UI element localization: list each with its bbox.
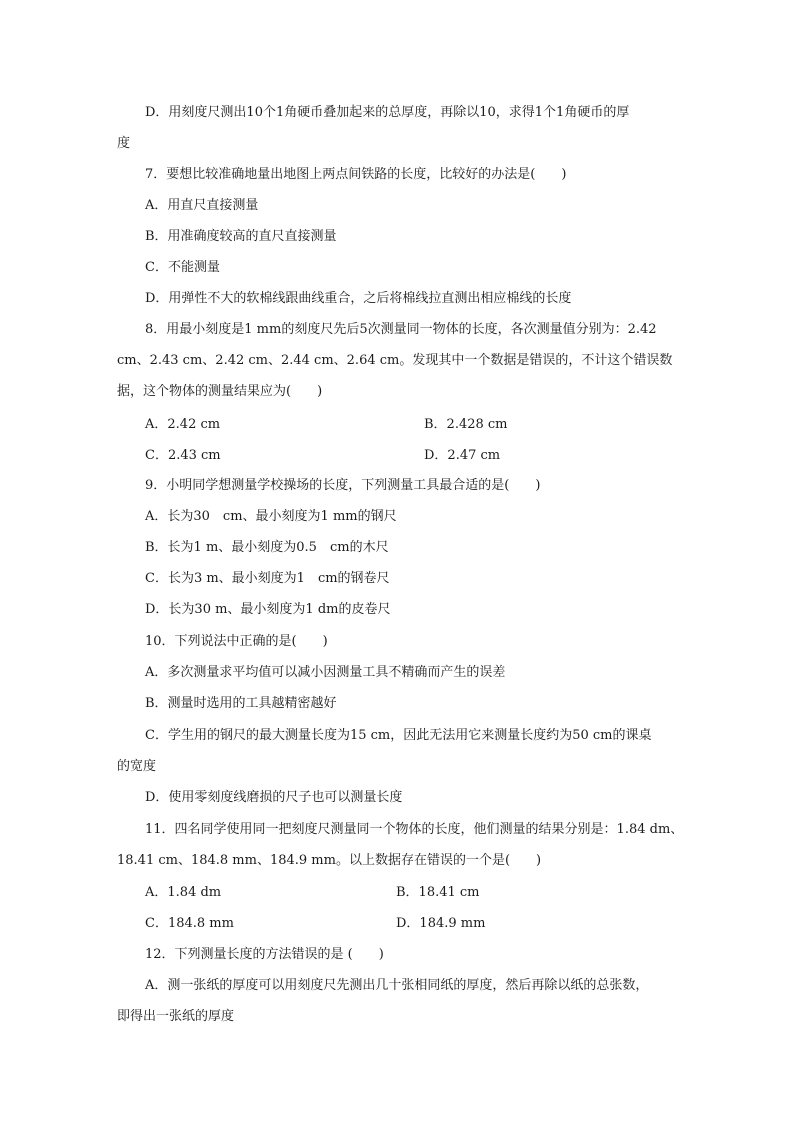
q11-option-a: A．1.84 dm — [145, 885, 222, 900]
q7-option-a: A．用直尺直接测量 — [145, 198, 259, 213]
question-8-line3: 据，这个物体的测量结果应为( ) — [117, 384, 323, 399]
q11-option-c: C．184.8 mm — [145, 916, 234, 931]
question-8-line1: 8．用最小刻度是1 mm的刻度尺先后5次测量同一物体的长度，各次测量值分别为：2.42 — [145, 322, 657, 337]
q11-option-b: B．18.41 cm — [396, 885, 480, 900]
q10-option-c-line1: C．学生用的钢尺的最大测量长度为15 cm，因此无法用它来测量长度约为50 cm的课桌 — [145, 728, 652, 743]
q10-option-a: A．多次测量求平均值可以减小因测量工具不精确而产生的误差 — [145, 665, 506, 680]
q11-option-d: D．184.9 mm — [396, 916, 486, 931]
question-7: 7．要想比较准确地量出地图上两点间铁路的长度，比较好的办法是( ) — [145, 167, 567, 182]
q7-option-d: D．用弹性不大的软棉线跟曲线重合，之后将棉线拉直测出相应棉线的长度 — [145, 291, 572, 306]
question-11-line1: 11．四名同学使用同一把刻度尺测量同一个物体的长度，他们测量的结果分别是：1.84 dm、 — [145, 822, 684, 837]
q9-option-b: B．长为1 m、最小刻度为0.5 cm的木尺 — [145, 540, 389, 555]
q8-option-b: B．2.428 cm — [424, 417, 508, 432]
q9-option-d: D．长为30 m、最小刻度为1 dm的皮卷尺 — [145, 602, 391, 617]
q7-option-c: C．不能测量 — [145, 260, 220, 275]
q9-option-c: C．长为3 m、最小刻度为1 cm的钢卷尺 — [145, 571, 390, 586]
question-11-line2: 18.41 cm、184.8 mm、184.9 mm。以上数据存在错误的一个是( ) — [117, 853, 542, 868]
q10-option-c-line2: 的宽度 — [117, 759, 157, 774]
q10-option-d: D．使用零刻度线磨损的尺子也可以测量长度 — [145, 790, 403, 805]
q10-option-b: B．测量时选用的工具越精密越好 — [145, 696, 337, 711]
q9-option-a: A．长为30 cm、最小刻度为1 mm的钢尺 — [145, 509, 397, 524]
question-10: 10．下列说法中正确的是( ) — [145, 634, 328, 649]
q12-option-a-line1: A．测一张纸的厚度可以用刻度尺先测出几十张相同纸的厚度，然后再除以纸的总张数， — [145, 978, 649, 993]
question-9: 9．小明同学想测量学校操场的长度，下列测量工具最合适的是( ) — [145, 478, 541, 493]
q8-option-a: A．2.42 cm — [145, 417, 221, 432]
q8-option-c: C．2.43 cm — [145, 448, 221, 463]
q12-option-a-line2: 即得出一张纸的厚度 — [117, 1009, 235, 1024]
q6-option-d-line2: 度 — [117, 136, 131, 151]
q6-option-d-line1: D．用刻度尺测出10个1角硬币叠加起来的总厚度，再除以10，求得1个1角硬币的厚 — [145, 105, 630, 120]
question-8-line2: cm、2.43 cm、2.42 cm、2.44 cm、2.64 cm。发现其中一个数据是错误的，不计这个错误数 — [117, 353, 673, 368]
q8-option-d: D．2.47 cm — [424, 448, 501, 463]
question-12: 12．下列测量长度的方法错误的是 ( ) — [145, 947, 384, 962]
q7-option-b: B．用准确度较高的直尺直接测量 — [145, 229, 337, 244]
